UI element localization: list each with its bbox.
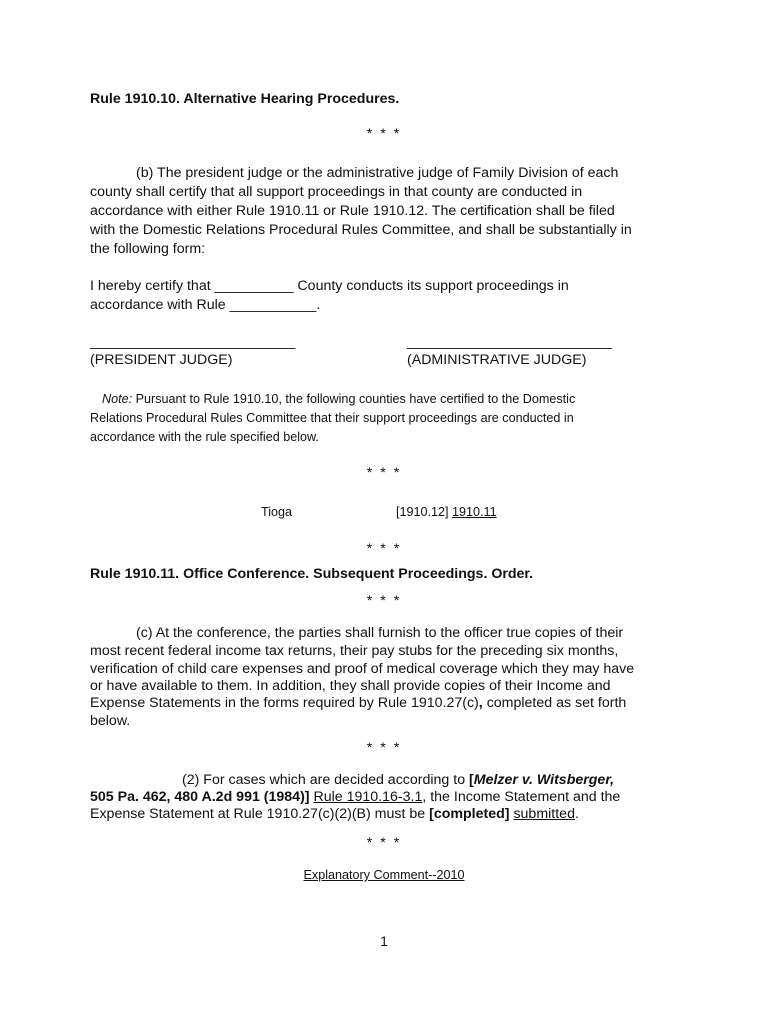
period: . [574,806,579,822]
para-c-line-3: verification of child care expenses and proof of medical coverage which they may have [90,661,635,677]
note-label: Note: [102,392,133,406]
note-line-3: accordance with the rule specified below. [90,430,319,444]
para-2-line-1 [182,771,614,789]
county-rule [396,503,497,521]
signature-label-administrative: (ADMINISTRATIVE JUDGE) [407,352,587,368]
para-c-line-5 [90,694,626,712]
para-c-line-6: below. [90,713,131,729]
explanatory-comment-heading [0,866,768,884]
para-2-lead: (2) For cases which are decided according to [182,772,470,788]
section-break-stars: * * * [366,126,402,142]
para-2-line-3 [90,805,579,823]
rule-1910-10-heading: Rule 1910.10. Alternative Hearing Procedures. [90,91,400,107]
note-line-2: Relations Procedural Rules Committee that their support proceedings are conducted in [90,411,574,425]
county-old-rule: [1910.12] [396,505,449,519]
signature-label-president: (PRESIDENT JUDGE) [90,352,233,368]
deleted-word: [completed] [429,806,510,822]
case-name: Melzer v. Witsberger, [473,772,615,788]
certify-line-2: accordance with Rule ___________. [90,297,321,313]
explanatory-comment-text: Explanatory Comment--2010 [303,868,465,882]
para-b-line-1: (b) The president judge or the administrative judge of Family Division of each [136,165,619,181]
para-c-line-2: most recent federal income tax returns, their pay stubs for the preceding six months, [90,643,619,659]
inserted-comma: , [478,695,483,711]
signature-line-administrative: __________________________ [407,334,613,350]
note-text-1: Pursuant to Rule 1910.10, the following counties have certified to the Domestic [132,392,576,406]
para-b-line-5: the following form: [90,241,206,257]
note-line-1 [102,390,575,408]
inserted-word: submitted [513,806,575,822]
para-b-line-4: with the Domestic Relations Procedural Rules Committee, and shall be substantially in [90,222,632,238]
certify-line-1: I hereby certify that __________ County conducts its support proceedings in [90,278,569,294]
para-2-line-2 [90,788,620,806]
para-b-line-3: accordance with either Rule 1910.11 or Rule 1910.12. The certification shall be filed [90,203,615,219]
section-break-stars: * * * [366,740,402,756]
para-c-line-5-end: completed as set forth [482,695,627,711]
case-citation: 505 Pa. 462, 480 A.2d 991 (1984)] [90,789,310,805]
section-break-stars: * * * [366,465,402,481]
para-c-line-4: or have available to them. In addition, they shall provide copies of their Income and [90,678,611,694]
section-break-stars: * * * [366,541,402,557]
section-break-stars: * * * [366,593,402,609]
para-2-line-3-lead: Expense Statement at Rule 1910.27(c)(2)(B) must be [90,806,430,822]
county-new-rule: 1910.11 [452,505,497,519]
page-number: 1 [380,933,388,949]
para-c-line-5-text: Expense Statements in the forms required by Rule 1910.27(c) [90,695,479,711]
section-break-stars: * * * [366,835,402,851]
rule-1910-11-heading: Rule 1910.11. Office Conference. Subsequent Proceedings. Order. [90,566,534,582]
county-name: Tioga [261,505,293,519]
para-b-line-2: county shall certify that all support proceedings in that county are conducted in [90,184,583,200]
para-c-line-1: (c) At the conference, the parties shall furnish to the officer true copies of their [136,625,624,641]
bracket-open: [ [469,772,474,788]
signature-line-president: __________________________ [90,334,296,350]
new-rule-reference: Rule 1910.16-3.1 [313,789,423,805]
para-2-line-2-end: , the Income Statement and the [422,789,621,805]
